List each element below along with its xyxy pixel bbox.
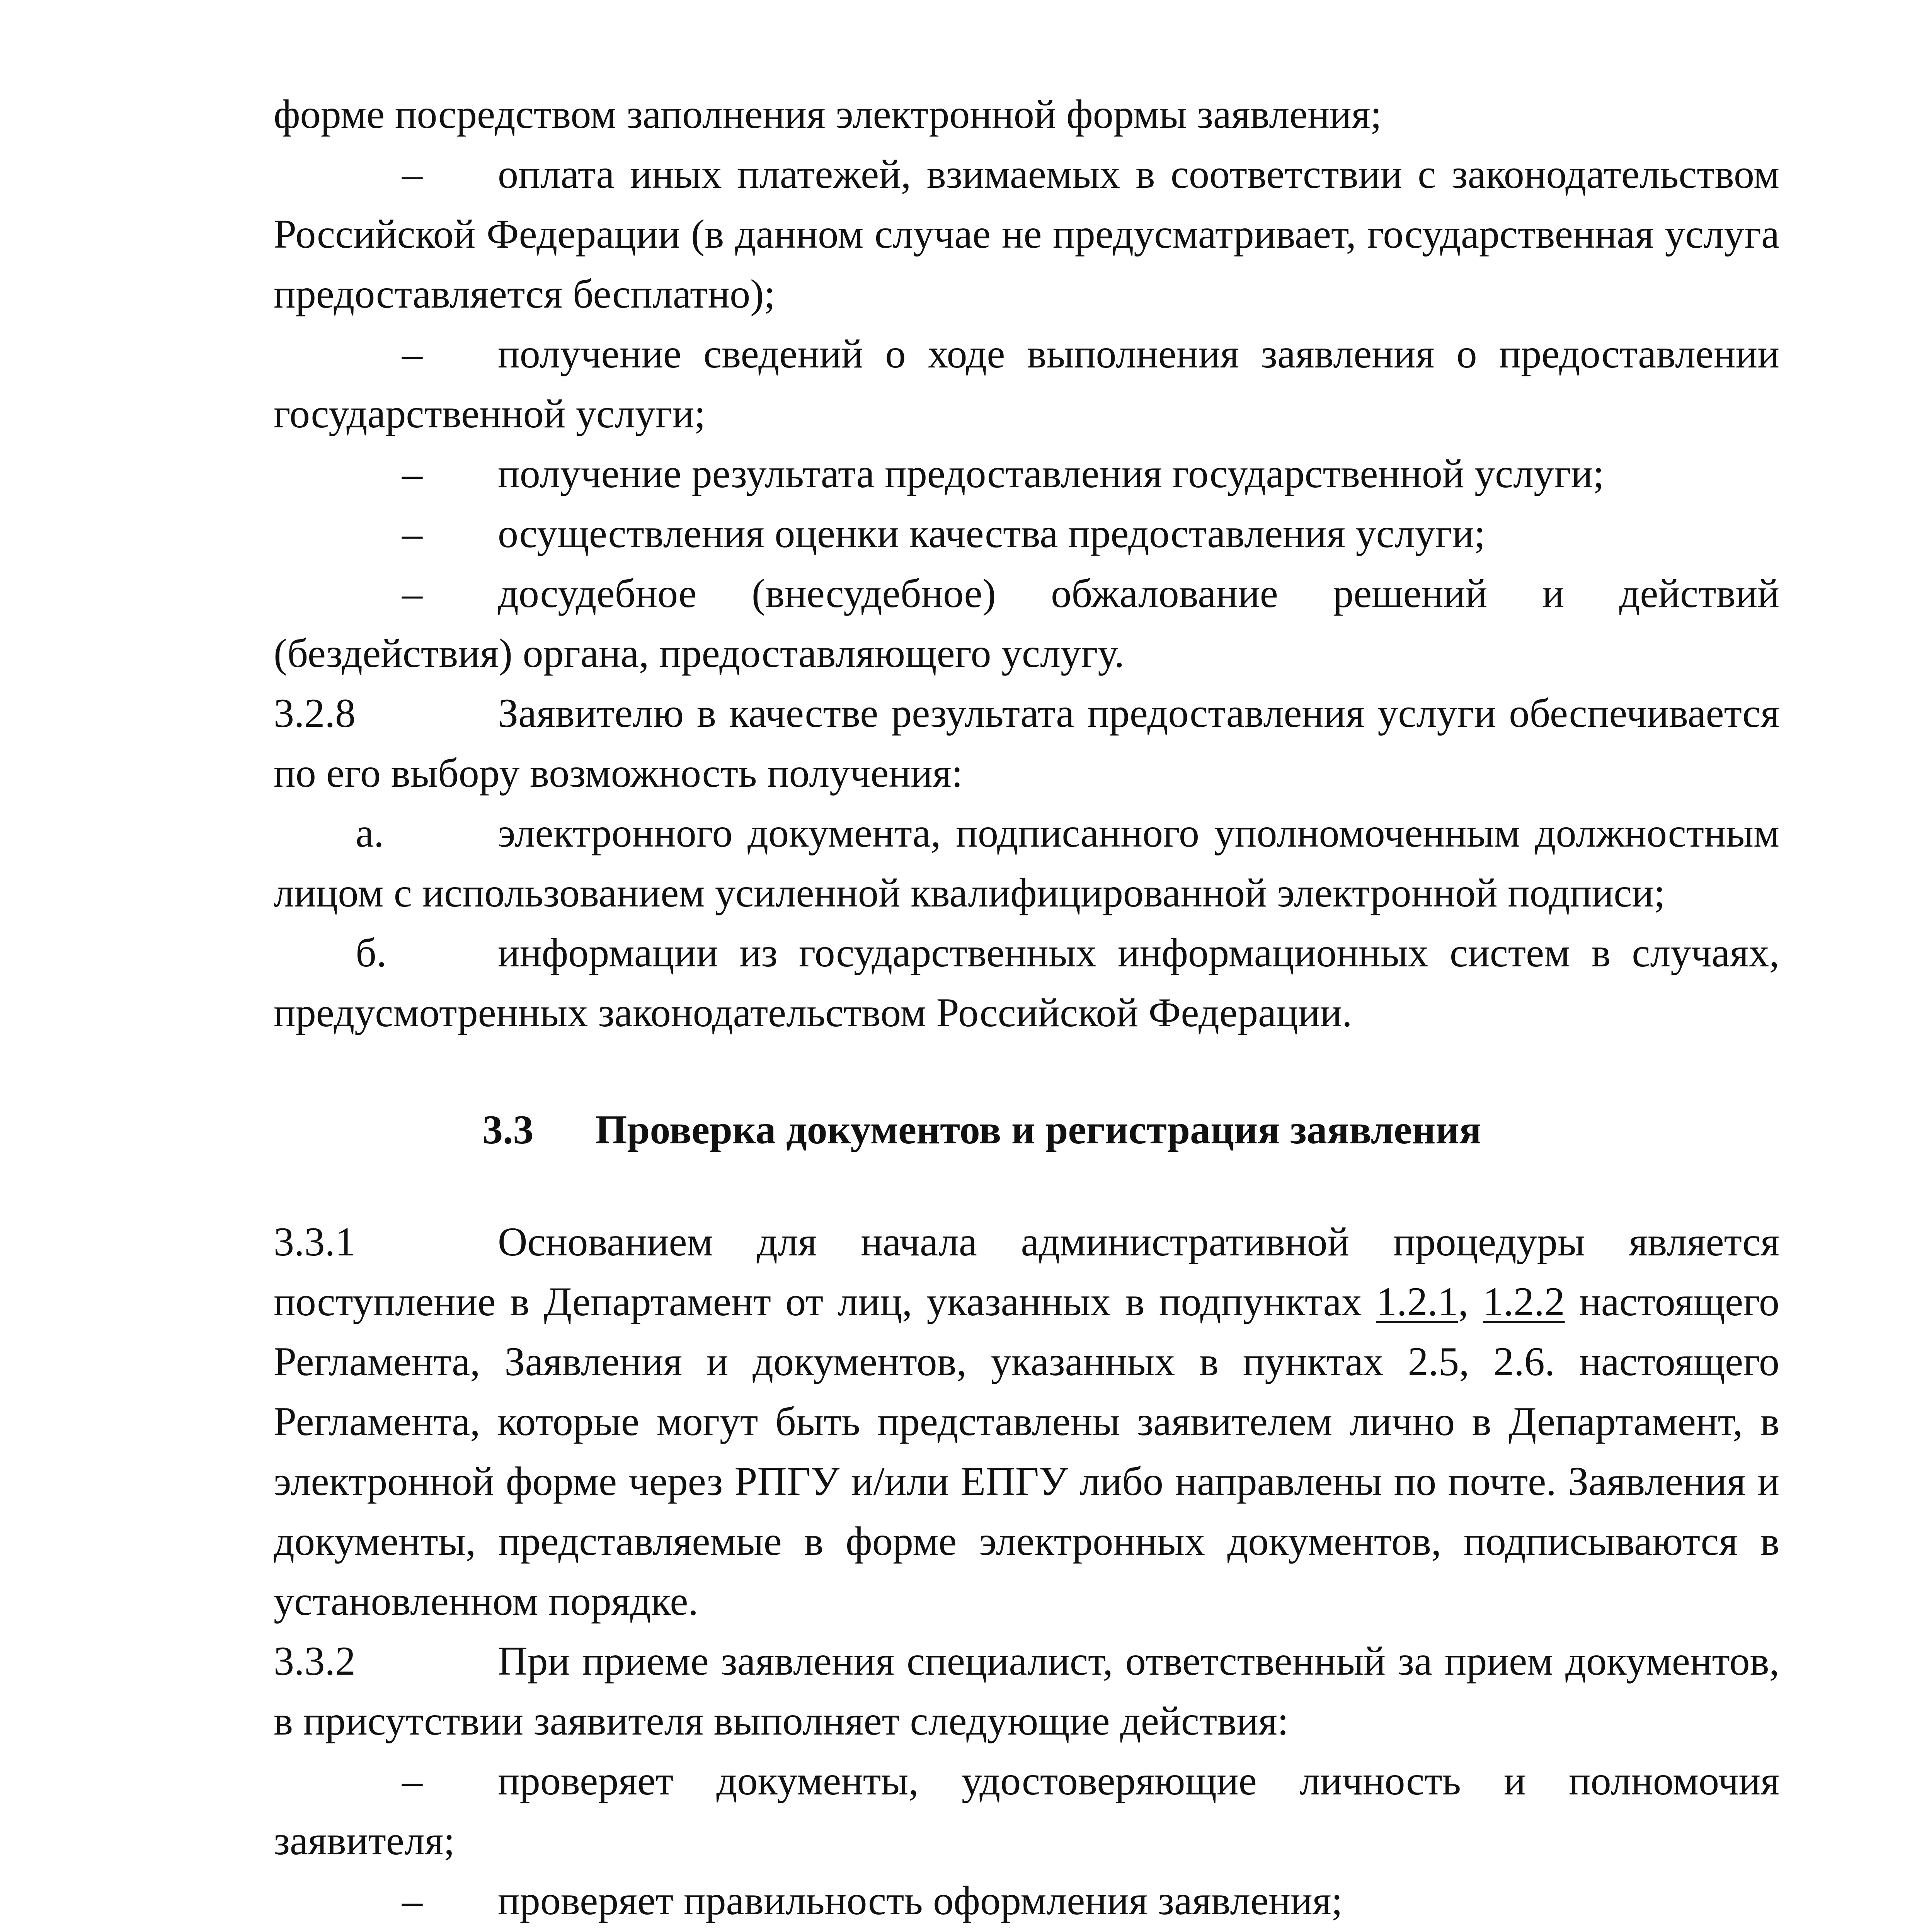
list-item (274, 1930, 1779, 1932)
clause-text: Заявителю в качестве результата предоставления услуги обеспечивается по его выбору возможность получения: (274, 690, 1779, 796)
dash-marker: – (402, 151, 422, 197)
clause-3-2-8 (274, 683, 1779, 803)
separator: , (1458, 1279, 1483, 1324)
item-text: информации из государственных информационных систем в случаях, предусмотренных законодательством Российской Федерации. (274, 930, 1779, 1035)
lettered-item-a (274, 803, 1779, 923)
list-item-text: осуществления оценки качества предоставления услуги; (498, 511, 1486, 556)
paragraph-continuation: форме посредством заполнения электронной формы заявления; (274, 92, 1382, 137)
document-body (274, 84, 1779, 1932)
clause-number: 3.3.1 (274, 1219, 356, 1264)
clause-number: 3.3.2 (274, 1638, 356, 1684)
list-item (274, 444, 1779, 503)
lettered-item-b (274, 923, 1779, 1043)
clause-text: Основанием для начала административной процедуры является поступление в Департамент от лиц, указанных в подпунктах (274, 1219, 1779, 1324)
link-1-2-1[interactable]: 1.2.1 (1376, 1279, 1458, 1324)
list-item (274, 324, 1779, 444)
clause-text: При приеме заявления специалист, ответственный за прием документов, в присутствии заявителя выполняет следующие действия: (274, 1638, 1779, 1743)
list-item (274, 563, 1779, 683)
link-1-2-2[interactable]: 1.2.2 (1483, 1279, 1565, 1324)
dash-marker: – (402, 1758, 422, 1803)
list-item-text: досудебное (внесудебное) обжалование решений и действий (бездействия) органа, предоставляющего услугу. (274, 571, 1779, 676)
dash-marker: – (402, 571, 422, 616)
list-item (274, 503, 1779, 563)
section-title: Проверка документов и регистрация заявления (595, 1107, 1481, 1152)
item-text: электронного документа, подписанного уполномоченным должностным лицом с использованием усиленной квалифицированной электронной подписи; (274, 810, 1779, 915)
clause-3-3-2 (274, 1631, 1779, 1751)
list-item (274, 1871, 1779, 1930)
list-item-text: оплата иных платежей, взимаемых в соответствии с законодательством Российской Федерации (в данном случае не предусматривает, государственная услуга предоставляется бесплатно); (274, 151, 1779, 316)
section-number: 3.3 (482, 1107, 534, 1152)
list-item-text: проверяет правильность оформления заявления; (498, 1878, 1343, 1923)
clause-3-3-1 (274, 1212, 1779, 1631)
list-item (274, 1751, 1779, 1871)
list-item-text: получение результата предоставления государственной услуги; (498, 451, 1604, 496)
item-label: б. (356, 930, 387, 975)
list-item-text: получение сведений о ходе выполнения заявления о предоставлении государственной услуги; (274, 331, 1779, 436)
clause-number: 3.2.8 (274, 690, 356, 736)
dash-marker: – (402, 511, 422, 556)
list-item-text: проверяет документы, удостоверяющие личность и полномочия заявителя; (274, 1758, 1779, 1863)
dash-marker: – (402, 451, 422, 496)
dash-marker: – (402, 331, 422, 376)
list-item (274, 144, 1779, 324)
item-label: а. (356, 810, 384, 855)
dash-marker (402, 1930, 498, 1932)
dash-marker: – (402, 1878, 422, 1923)
section-heading (274, 1100, 1779, 1160)
clause-text-continued: настоящего Регламента, Заявления и документов, указанных в пунктах 2.5, 2.6. настоящего Регламента, которые могут быть представлены заявителем лично в Департамент, в электронной форме через РПГУ и/или ЕПГУ либо направлены по почте. Заявления и документы, представляемые в форме электронных документов, подписываются в установленном порядке. (274, 1279, 1779, 1624)
